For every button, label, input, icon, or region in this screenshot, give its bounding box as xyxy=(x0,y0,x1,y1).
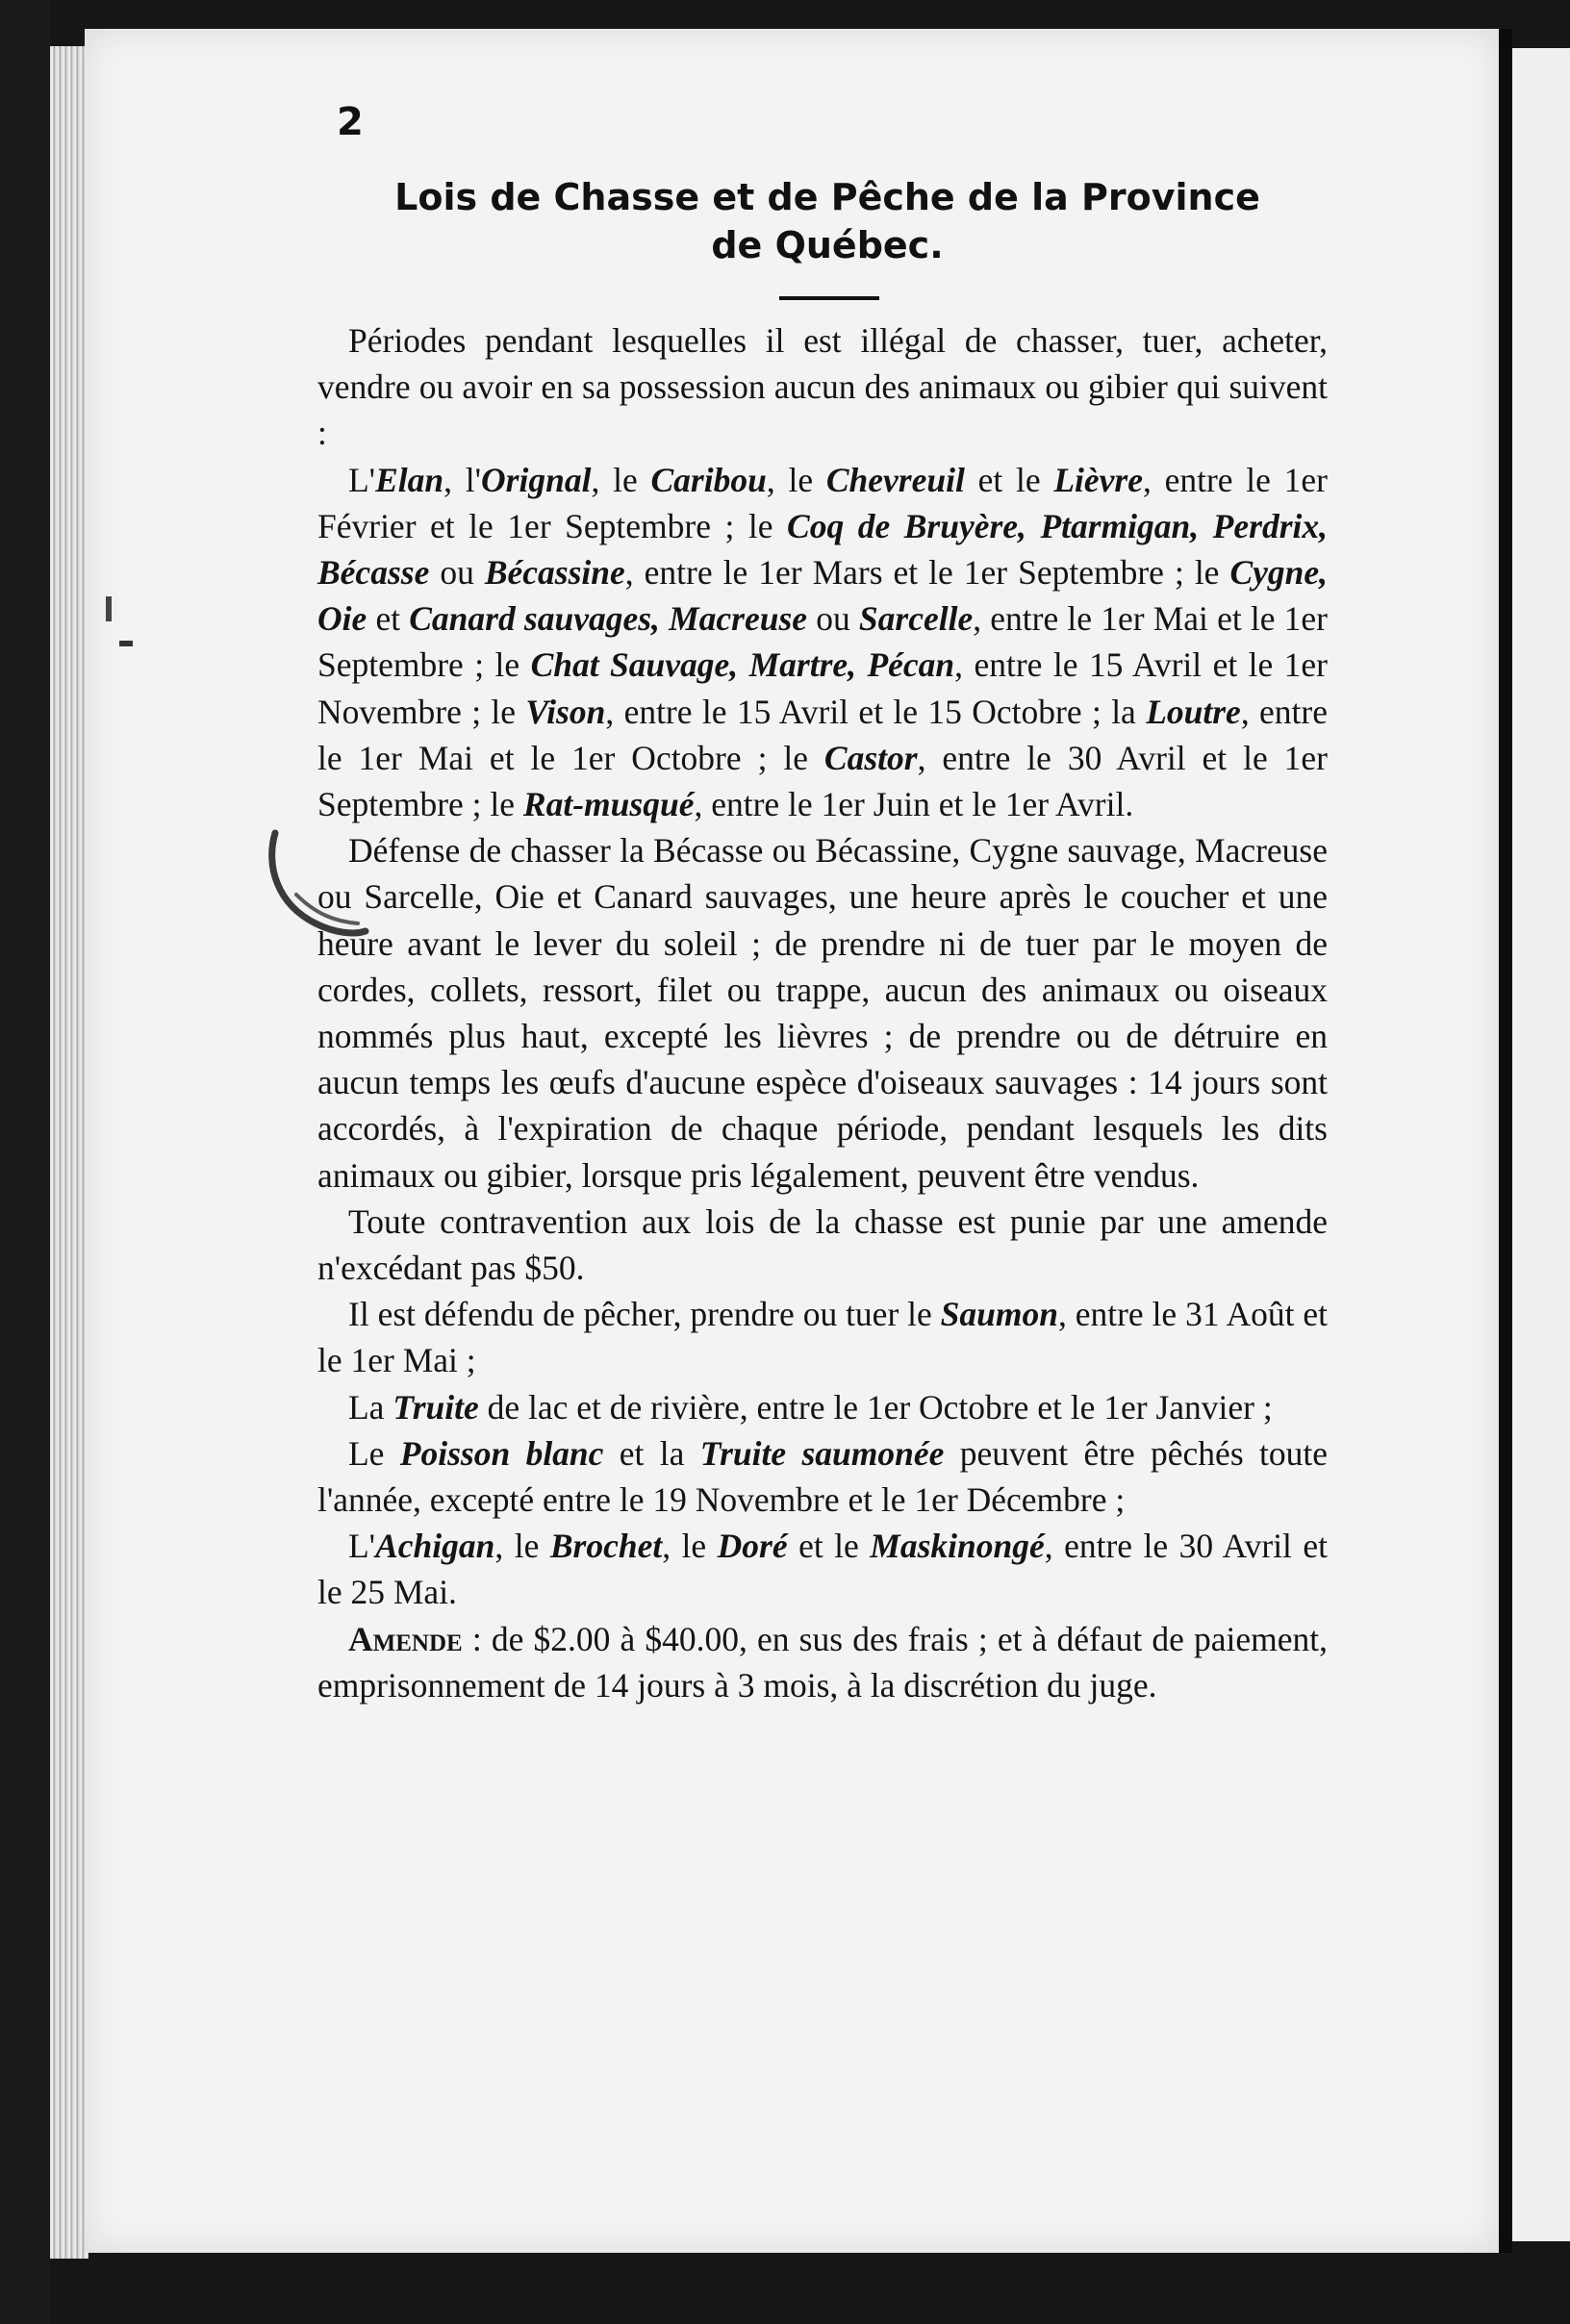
paragraph-fine-penalty xyxy=(317,1616,1328,1708)
text-run: , entre le 1er Mai et le 1er Octobre ; le xyxy=(317,692,1329,777)
text-run: peuvent être pêchés toute l'année, excepté entre le 19 Novembre et le 1er Décembre ; xyxy=(317,1433,1328,1520)
paragraph-game-periods xyxy=(317,457,1328,828)
species-name: Lièvre xyxy=(1053,460,1143,499)
text-run: Le xyxy=(348,1433,400,1473)
species-name: Maskinongé xyxy=(870,1527,1045,1566)
body-text xyxy=(317,317,1328,1708)
title-line-1: Lois de Chasse et de Pêche de la Province xyxy=(394,176,1260,218)
species-name: Rat-musqué xyxy=(522,785,695,824)
text-run: , entre le 1er Février et le 1er Septembre ; le xyxy=(317,460,1328,545)
text-run: ou xyxy=(429,553,485,593)
page-title xyxy=(366,173,1289,269)
species-name: Brochet xyxy=(549,1527,663,1566)
text-run: et le xyxy=(964,460,1054,499)
ink-speck xyxy=(119,641,133,646)
paragraph-salmon xyxy=(317,1291,1328,1383)
text-run: , entre le 1er Mai et le 1er Septembre ; le xyxy=(317,599,1328,685)
page-number: 2 xyxy=(337,100,364,144)
text-run: : de $2.00 à $40.00, en sus des frais ; et à défaut de paiement, emprisonnement de 14 jours à 3 mois, à la discrétion du juge. xyxy=(317,1619,1328,1705)
species-name: Cygne, Oie xyxy=(317,553,1329,639)
species-name: Bécassine xyxy=(484,553,625,593)
text-run: , entre le 31 Août et le 1er Mai ; xyxy=(317,1295,1328,1380)
text-run: , entre le 1er Mars et le 1er Septembre ; le xyxy=(624,553,1230,593)
species-name: Chevreuil xyxy=(825,460,965,499)
ink-speck xyxy=(106,596,112,621)
paragraph-trout xyxy=(317,1384,1328,1430)
species-name: Loutre xyxy=(1146,692,1241,731)
text-run: La xyxy=(348,1387,393,1427)
text-run: de lac et de rivière, entre le 1er Octobre et le 1er Janvier ; xyxy=(478,1387,1273,1427)
species-name: Castor xyxy=(823,738,918,777)
species-name: Chat Sauvage, Martre, Pécan xyxy=(530,645,955,685)
species-name: Doré xyxy=(717,1527,788,1566)
text-run: , le xyxy=(494,1527,550,1566)
paragraph-prohibitions: Défense de chasser la Bécasse ou Bécassine, Cygne sauvage, Macreuse ou Sarcelle, Oie et Canard sauvages, une heure après le coucher et une heure avant le lever du soleil ; de prendre ni de tuer par le moyen de cordes, collets, ressort, filet ou trappe, aucun des animaux ou oiseaux nommés plus haut, excepté les lièvres ; de prendre ou de détruire en aucun temps les œufs d'aucune espèce d'oiseaux sauvages : 14 jours sont accordés, à l'expiration de chaque période, pendant lesquels les dits animaux ou gibier, lorsque pris légalement, peuvent être vendus. xyxy=(317,831,1328,1195)
species-name: Canard sauvages, Macreuse xyxy=(409,599,808,639)
species-name: Sarcelle xyxy=(858,599,974,639)
text-run: , entre le 15 Avril et le 15 Octobre ; la xyxy=(605,692,1147,731)
paragraph-bass-pike xyxy=(317,1523,1328,1615)
species-name: Truite xyxy=(392,1387,479,1427)
text-run: , le xyxy=(662,1527,718,1566)
species-name: Saumon xyxy=(940,1295,1058,1334)
text-run: , le xyxy=(591,460,651,499)
species-name: Achigan xyxy=(375,1527,495,1566)
text-run: , entre le 30 Avril et le 25 Mai. xyxy=(317,1527,1329,1612)
text-run: , entre le 15 Avril et le 1er Novembre ; le xyxy=(317,645,1328,731)
book-gutter xyxy=(1499,29,1512,2253)
species-name: Caribou xyxy=(650,460,767,499)
text-run: et le xyxy=(787,1527,871,1566)
paragraph-hunting-fine: Toute contravention aux lois de la chasse est punie par une amende n'excédant pas $50. xyxy=(317,1201,1328,1288)
text-run: L' xyxy=(348,1527,376,1566)
species-name: Elan xyxy=(375,460,444,499)
text-run: L' xyxy=(348,460,376,499)
text-run: et xyxy=(367,599,410,639)
fine-label: Amende xyxy=(348,1619,463,1658)
scan-background-left xyxy=(0,0,50,2324)
text-run: , entre le 1er Juin et le 1er Avril. xyxy=(694,785,1134,824)
text-run: ou xyxy=(807,599,859,639)
paragraph-whitefish xyxy=(317,1430,1328,1523)
text-run: Il est défendu de pêcher, prendre ou tuer le xyxy=(348,1295,941,1334)
text-run: , entre le 30 Avril et le 1er Septembre ; le xyxy=(317,738,1328,824)
text-run: , l' xyxy=(443,460,482,499)
species-name: Vison xyxy=(525,692,606,731)
text-run: et la xyxy=(603,1433,700,1473)
species-name: Coq de Bruyère, Ptarmigan, Perdrix, Bécasse xyxy=(317,506,1328,593)
facing-page-edge xyxy=(1512,48,1570,2241)
title-divider xyxy=(779,296,879,300)
pen-checkmark xyxy=(258,827,373,952)
title-line-2: de Québec. xyxy=(711,224,944,266)
species-name: Poisson blanc xyxy=(399,1433,604,1473)
species-name: Truite saumonée xyxy=(699,1433,945,1473)
book-page-edges xyxy=(50,46,89,2259)
species-name: Orignal xyxy=(481,460,592,499)
text-run: , le xyxy=(766,460,826,499)
paragraph-intro: Périodes pendant lesquelles il est illégal de chasser, tuer, acheter, vendre ou avoir en sa possession aucun des animaux ou gibier qui suivent : xyxy=(317,321,1328,453)
